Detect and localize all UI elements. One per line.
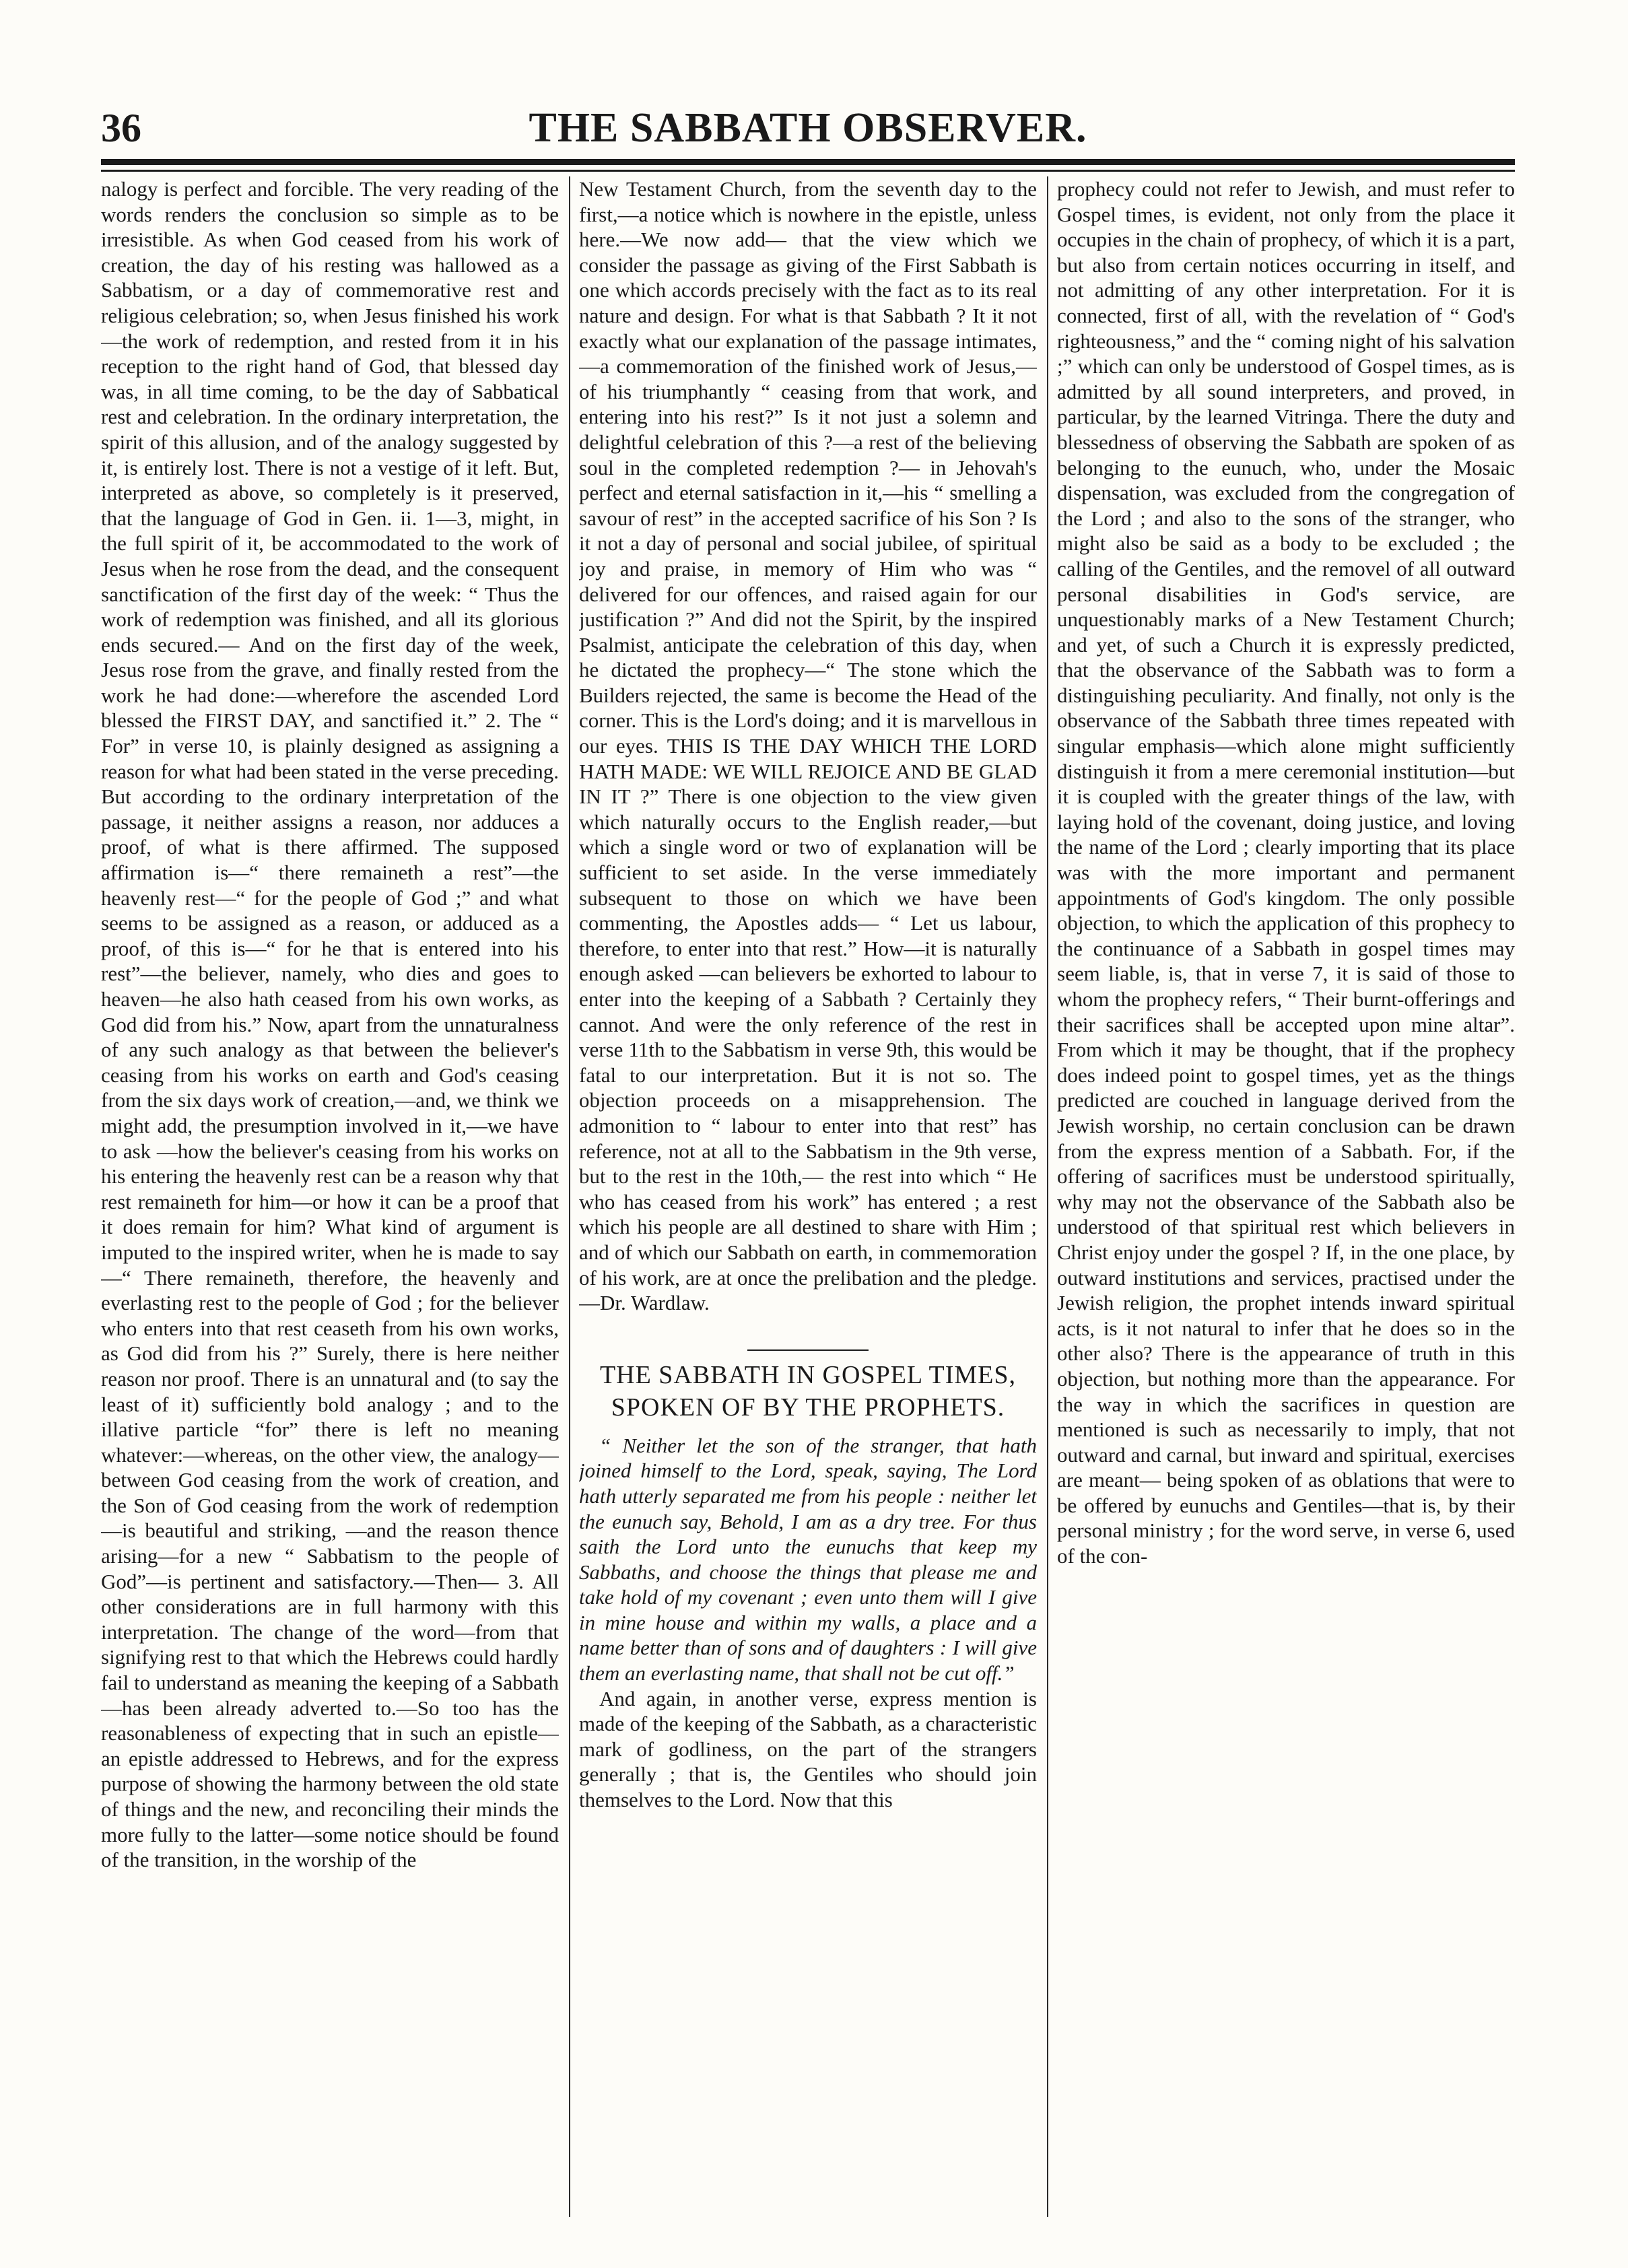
section-heading: THE SABBATH IN GOSPEL TIMES, SPOKEN OF BY THE PROPHETS. — [599, 1360, 1017, 1422]
column-2-text: New Testament Church, from the seventh day to the first,—a notice which is nowhere in the epistle, unless here.—We now add— that the view which we consider the passage as giving of the First Sabbath is one which accords precisely with the fact as to its real nature and design. For what is that Sabbath ? It it not exactly what our explanation of the passage intimates,—a commemoration of the finished work of Jesus,—of his triumphantly “ ceasing from that work, and entering into his rest?” Is it not just a solemn and delightful celebration of this ?—a rest of the believing soul in the completed redemption ?— in Jehovah's perfect and eternal satisfaction in it,—his “ smelling a savour of rest” in the accepted sacrifice of his Son ? Is it not a day of personal and social jubilee, of spiritual joy and praise, in memory of Him who was “ delivered for our offences, and raised again for our justification ?” And did not the Spirit, by the inspired Psalmist, anticipate the celebration of this day, when he dictated the prophecy—“ The stone which the Builders rejected, the same is become the Head of the corner. This is the Lord's doing; and it is marvellous in our eyes. THIS IS THE DAY WHICH THE LORD HATH MADE: WE WILL REJOICE AND BE GLAD IN IT ?” There is one objection to the view given which naturally occurs to the English reader,—but which a single word or two of explanation will be sufficient to set aside. In the verse immediately subsequent to those on which we have been commenting, the Apostles adds— “ Let us labour, therefore, to enter into that rest.” How—it is naturally enough asked —can believers be exhorted to labour to enter into the keeping of a Sabbath ? Certainly they cannot. And were the only reference of the rest in verse 11th to the Sabbatism in verse 9th, this would be fatal to our interpretation. But it is not so. The objection proceeds on a misapprehension. The admonition to “ labour to enter into that rest” has reference, not at all to the Sabbatism in the 9th verse, but to the rest in the 10th,— the rest into which “ He who has ceased from his work” has entered ; a rest which his people are all destined to share with Him ; and of which our Sabbath on earth, in commemoration of his work, are at once the prelibation and the pledge.—Dr. Wardlaw. — [579, 177, 1037, 1315]
scripture-quote: “ Neither let the son of the stranger, that hath joined himself to the Lord, speak, saying, The Lord hath utterly separated me from his people : neither let the eunuch say, Behold, I am as a dry tree. For thus saith the Lord unto the eunuchs that keep my Sabbaths, and choose the things that please me and take hold of my covenant ; even unto them will I give in mine house and within my walls, a place and a name better than of sons and of daughters : I will give them an everlasting name, that shall not be cut off.” — [579, 1433, 1037, 1686]
section-rule — [747, 1349, 869, 1351]
page-number: 36 — [101, 106, 141, 150]
masthead-title: THE SABBATH OBSERVER. — [529, 105, 1087, 151]
header-rule-thin — [101, 170, 1515, 172]
column-divider — [1047, 176, 1048, 2217]
header-rule-thick — [101, 159, 1515, 165]
column-3 — [1057, 176, 1515, 2217]
column-1-text: nalogy is perfect and forcible. The very reading of the words renders the conclusion so simple as to be irresistible. As when God ceased from his work of creation, the day of his resting was hallowed as a Sabbatism, or a day of commemorative rest and religious celebration; so, when Jesus finished his work —the work of redemption, and rested from it in his reception to the right hand of God, that blessed day was, in all time coming, to be the day of Sabbatical rest and celebration. In the ordinary interpretation, the spirit of this allusion, and of the analogy suggested by it, is entirely lost. There is not a vestige of it left. But, interpreted as above, so completely is it preserved, that the language of God in Gen. ii. 1—3, might, in the full spirit of it, be accommodated to the work of Jesus when he rose from the dead, and the consequent sanctification of the first day of the week: “ Thus the work of redemption was finished, and all its glorious ends secured.— And on the first day of the week, Jesus rose from the grave, and finally rested from the work he had done:—wherefore the ascended Lord blessed the FIRST DAY, and sanctified it.” 2. The “ For” in verse 10, is plainly designed as assigning a reason for what had been stated in the verse preceding. But according to the ordinary interpretation of the passage, it neither assigns a reason, nor adduces a proof, of what is there affirmed. The supposed affirmation is—“ there remaineth a rest”—the heavenly rest—“ for the people of God ;” and what seems to be assigned as a reason, or adduced as a proof, of this is—“ for he that is entered into his rest”—the believer, namely, who dies and goes to heaven—he also hath ceased from his own works, as God did from his.” Now, apart from the unnaturalness of any such analogy as that between the believer's ceasing from his works on earth and God's ceasing from the six days work of creation,—and, we think we might add, the presumption involved in it,—we have to ask —how the believer's ceasing from his works on his entering the heavenly rest can be a reason why that rest remaineth for him—or how it can be a proof that it does remain for him? What kind of argument is imputed to the inspired writer, when he is made to say —“ There remaineth, therefore, the heavenly and everlasting rest to the people of God ; for the believer who enters into that rest ceaseth from his own works, as God did from his ?” Surely, there is here neither reason nor proof. There is an unnatural and (to say the least of it) sufficiently bold analogy ; and to the illative particle “for” there is left no meaning whatever:—whereas, on the other view, the analogy—between God ceasing from the work of creation, and the Son of God ceasing from the work of redemption—is beautiful and striking, —and the reason thence arising—for a new “ Sabbatism to the people of God”—is pertinent and satisfactory.—Then— 3. All other considerations are in full harmony with this interpretation. The change of the word—from that signifying rest to that which the Hebrews could hardly fail to understand as meaning the keeping of a Sabbath —has been already adverted to.—So too has the reasonableness of expecting that in such an epistle—an epistle addressed to Hebrews, and for the express purpose of showing the harmony between the old state of things and the new, and reconciling their minds the more fully to the latter—some notice should be found of the transition, in the worship of the — [101, 177, 559, 1872]
page-header — [101, 101, 1515, 162]
column-divider — [569, 176, 570, 2217]
column-2 — [579, 176, 1037, 2217]
column-2-continuation: And again, in another verse, express mention is made of the keeping of the Sabbath, as a characteristic mark of godliness, on the part of the strangers generally ; that is, the Gentiles who should join themselves to the Lord. Now that this — [579, 1686, 1037, 1812]
column-1 — [101, 176, 559, 2217]
column-3-text: prophecy could not refer to Jewish, and must refer to Gospel times, is evident, not only from the place it occupies in the chain of prophecy, of which it is a part, but also from certain notices occurring in itself, and not admitting of any other interpretation. For it is connected, first of all, with the revelation of “ God's righteousness,” and the “ coming night of his salvation ;” which can only be understood of Gospel times, as is admitted by all sound interpreters, and proved, in particular, by the learned Vitringa. There the duty and blessedness of observing the Sabbath are spoken of as belonging to the eunuch, who, under the Mosaic dispensation, was excluded from the congregation of the Lord ; and also to the sons of the stranger, who might also be said as a body to be excluded ; the calling of the Gentiles, and the removel of all outward personal disabilities in God's service, are unquestionably marks of a New Testament Church; and yet, of such a Church it is expressly predicted, that the observance of the Sabbath was to form a distinguishing peculiarity. And finally, not only is the observance of the Sabbath three times repeated with singular emphasis—which alone might sufficiently distinguish it from a mere ceremonial institution—but it is coupled with the greater things of the law, with laying hold of the covenant, doing justice, and loving the name of the Lord ; clearly importing that its place was with the more important and permanent appointments of God's kingdom. The only possible objection, to which the application of this prophecy to the continuance of a Sabbath in gospel times may seem liable, is, that in verse 7, it is said of those to whom the prophecy refers, “ Their burnt-offerings and their sacrifices shall be accepted upon mine altar”. From which it may be thought, that if the prophecy does indeed point to gospel times, yet as the things predicted are couched in language derived from the Jewish worship, no certain conclusion can be drawn from the express mention of a Sabbath. For, if the offering of sacrifices must be understood spiritually, why may not the observance of the Sabbath also be understood of that spiritual rest which believers in Christ enjoy under the gospel ? If, in the one place, by outward institutions and services, practised under the Jewish religion, the prophet intends inward spiritual acts, is it not natural to infer that he does so in the other also? There is the appearance of truth in this objection, but nothing more than the appearance. For the way in which the sacrifices in question are mentioned is such as necessarily to imply, that not outward and carnal, but inward and spiritual, exercises are meant— being spoken of as oblations that were to be offered by eunuchs and Gentiles—that is, by their personal ministry ; for the word serve, in verse 6, used of the con- — [1057, 177, 1515, 1568]
